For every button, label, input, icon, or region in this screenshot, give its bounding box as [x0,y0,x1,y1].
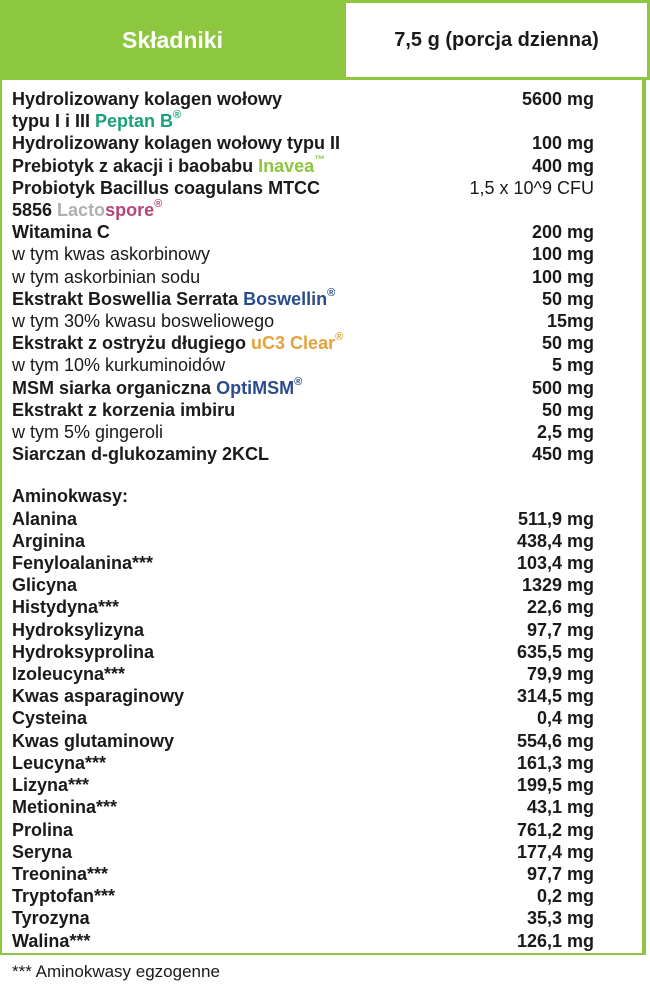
ingredient-value: 100 mg [531,266,594,287]
amino-row [12,752,594,774]
ingredient-value: 1,5 x 10^9 CFU [469,177,594,198]
ingredient-row [12,266,594,288]
ingredient-row [12,421,594,443]
brand-mark: ® [327,286,336,299]
ingredient-row [12,399,594,421]
amino-value: 0,2 mg [536,886,594,907]
ingredient-row [12,288,594,310]
ingredient-row [12,443,594,465]
amino-value: 97,7 mg [526,619,594,640]
ingredient-name: w tym 5% gingeroli [12,422,164,443]
amino-name: Prolina [12,819,74,840]
amino-name: Fenyloalanina*** [12,553,154,574]
ingredient-value: 50 mg [541,333,594,354]
ingredient-list [12,88,594,952]
brand-boswellin: Boswellin [243,288,328,309]
amino-value: 126,1 mg [516,930,594,951]
amino-row [12,885,594,907]
amino-name: Kwas glutaminowy [12,730,175,751]
ingredient-row [12,221,594,243]
amino-row [12,641,594,663]
amino-row [12,774,594,796]
header-portion [345,0,650,80]
amino-heading [12,485,594,507]
brand-optimsm: OptiMSM [216,377,295,398]
amino-value: 761,2 mg [516,819,594,840]
ingredient-value: 5 mg [551,355,594,376]
ingredient-row [12,132,594,154]
header-ingredients [0,0,345,80]
amino-name: Leucyna*** [12,752,107,773]
amino-row [12,930,594,952]
amino-row [12,730,594,752]
ingredient-name: MSM siarka organiczna [12,377,217,398]
ingredient-row [12,377,594,399]
amino-row [12,596,594,618]
ingredient-name: w tym askorbinian sodu [12,266,201,287]
amino-row [12,819,594,841]
ingredient-row [12,354,594,376]
amino-name: Arginina [12,530,86,551]
amino-row [12,907,594,929]
amino-value: 43,1 mg [526,797,594,818]
brand-mark: ® [173,109,182,122]
amino-row [12,841,594,863]
ingredient-row [12,310,594,332]
ingredient-name: Ekstrakt z korzenia imbiru [12,399,236,420]
ingredient-value: 2,5 mg [536,422,594,443]
brand-mark: ™ [314,153,326,166]
ingredient-name: Hydrolizowany kolagen wołowy typu I i III [12,89,283,132]
amino-row [12,508,594,530]
amino-name: Kwas asparaginowy [12,686,185,707]
amino-name: Metionina*** [12,797,118,818]
ingredient-row [12,177,594,221]
amino-row [12,574,594,596]
ingredient-value: 500 mg [531,377,594,398]
ingredient-value: 100 mg [531,133,594,154]
amino-name: Hydroksyprolina [12,641,155,662]
ingredient-value: 400 mg [531,155,594,176]
header-portion-label: 7,5 g (porcja dzienna) [394,28,599,51]
amino-value: 103,4 mg [516,553,594,574]
amino-row [12,530,594,552]
brand-mark: ® [294,375,303,388]
brand-spore: spore [105,200,155,221]
amino-value: 161,3 mg [516,752,594,773]
amino-name: Tryptofan*** [12,886,116,907]
amino-name: Glicyna [12,575,78,596]
amino-name: Lizyna*** [12,775,90,796]
amino-value: 177,4 mg [516,841,594,862]
ingredient-name: w tym kwas askorbinowy [12,244,211,265]
ingredient-name: Prebiotyk z akacji i baobabu [12,155,259,176]
ingredient-name: w tym 30% kwasu bosweliowego [12,311,275,332]
ingredient-value: 450 mg [531,444,594,465]
amino-value: 635,5 mg [516,641,594,662]
amino-value: 97,7 mg [526,863,594,884]
amino-name: Alanina [12,508,78,529]
amino-value: 199,5 mg [516,775,594,796]
amino-row [12,685,594,707]
ingredient-name: Siarczan d-glukozaminy 2KCL [12,444,270,465]
amino-row [12,796,594,818]
amino-name: Cysteina [12,708,88,729]
amino-value: 314,5 mg [516,686,594,707]
ingredient-value: 50 mg [541,399,594,420]
ingredient-name: Probiotyk Bacillus coagulans MTCC 5856 [12,177,321,221]
brand-mark: ® [335,331,344,344]
amino-value: 554,6 mg [516,730,594,751]
amino-name: Seryna [12,841,73,862]
ingredient-name: Hydrolizowany kolagen wołowy typu II [12,133,341,154]
ingredient-name: w tym 10% kurkuminoidów [12,355,226,376]
amino-heading-label: Aminokwasy: [12,486,129,507]
ingredient-value: 5600 mg [521,89,594,109]
brand-inavea: Inavea [258,155,315,176]
brand-uc3: uC3 Clear [251,333,336,354]
ingredient-name: Witamina C [12,222,110,243]
amino-name: Izoleucyna*** [12,664,126,685]
ingredient-value: 15mg [546,311,594,332]
ingredient-name: Ekstrakt Boswellia Serrata [12,288,244,309]
amino-row [12,663,594,685]
amino-value: 1329 mg [521,575,594,596]
ingredient-row [12,88,594,132]
footnote: *** Aminokwasy egzogenne [12,962,220,981]
amino-name: Walina*** [12,930,91,951]
amino-name: Hydroksylizyna [12,619,145,640]
amino-value: 438,4 mg [516,530,594,551]
amino-name: Treonina*** [12,863,109,884]
amino-name: Tyrozyna [12,908,90,929]
brand-lacto: Lacto [57,200,106,221]
amino-value: 35,3 mg [526,908,594,929]
amino-row [12,619,594,641]
ingredient-row [12,243,594,265]
brand-mark: ® [154,198,163,211]
ingredient-name: Ekstrakt z ostryżu długiego [12,333,252,354]
ingredient-value: 100 mg [531,244,594,265]
amino-name: Histydyna*** [12,597,120,618]
amino-list [12,508,594,952]
amino-value: 0,4 mg [536,708,594,729]
ingredient-value: 200 mg [531,222,594,243]
ingredient-value: 50 mg [541,288,594,309]
amino-row [12,863,594,885]
amino-row [12,707,594,729]
ingredient-row [12,332,594,354]
amino-row [12,552,594,574]
header-ingredients-label: Składniki [122,26,223,53]
ingredient-row [12,155,594,177]
brand-peptan: Peptan B [95,111,174,132]
amino-value: 511,9 mg [517,508,594,529]
amino-value: 79,9 mg [526,664,594,685]
amino-value: 22,6 mg [526,597,594,618]
